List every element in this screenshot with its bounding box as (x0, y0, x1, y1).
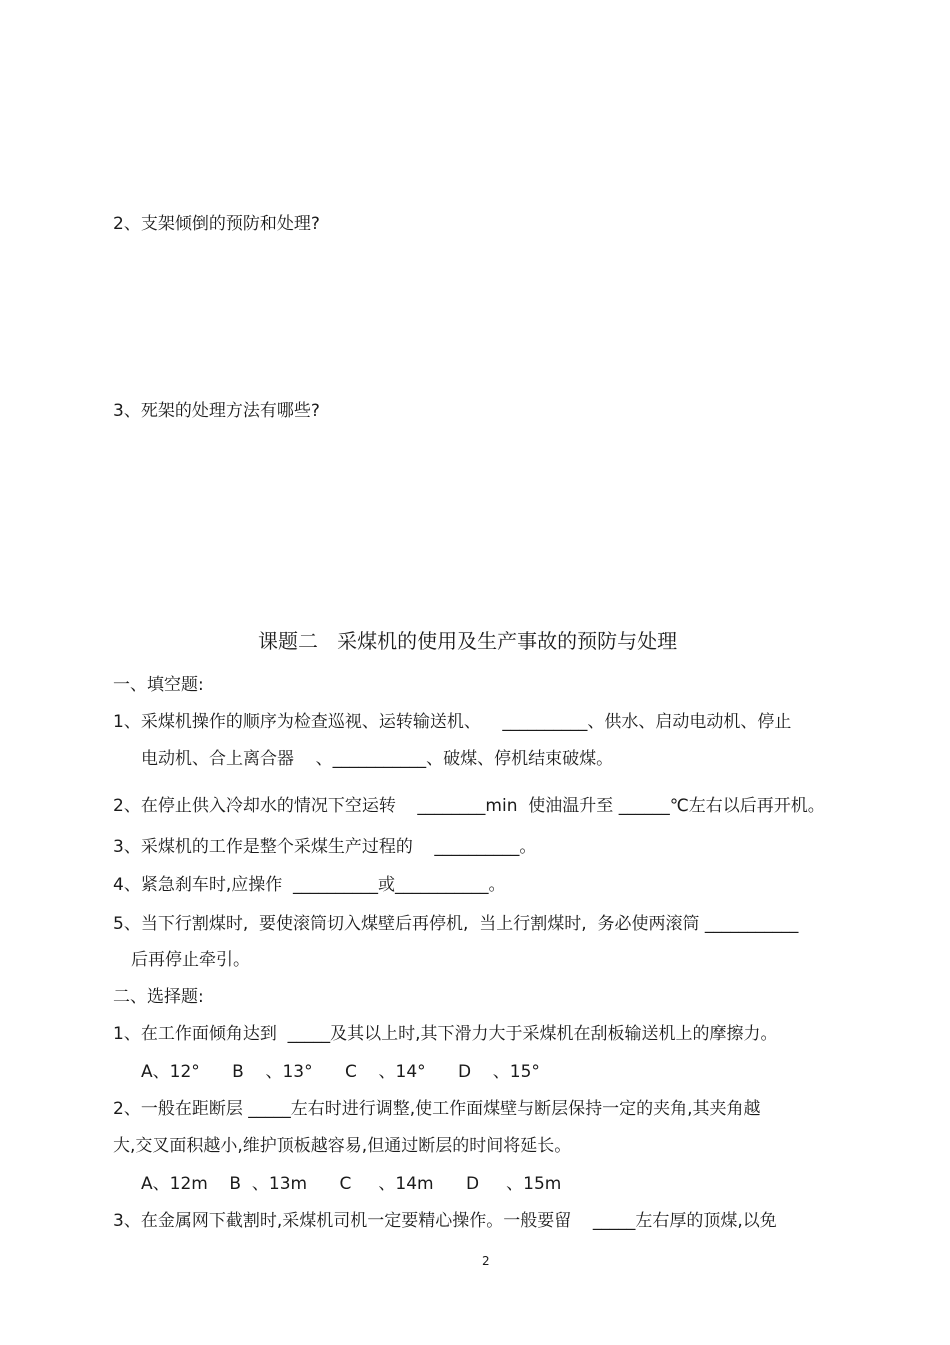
fill-item-5-cont: 后再停止牵引。 (131, 950, 250, 970)
fill-item-1: 1、采煤机操作的顺序为检查巡视、运转输送机、 __________、供水、启动电动机、停止 (113, 712, 792, 732)
part2-heading: 二、选择题: (113, 987, 204, 1007)
question-3: 3、死架的处理方法有哪些? (113, 401, 320, 421)
choice-item-2-options: A、12m B 、13m C 、14m D 、15m (141, 1174, 562, 1194)
choice-item-2-cont: 大,交叉面积越小,维护顶板越容易,但通过断层的时间将延长。 (113, 1136, 572, 1156)
page-number: 2 (482, 1254, 490, 1268)
fill-item-3: 3、采煤机的工作是整个采煤生产过程的 __________。 (113, 837, 537, 857)
part1-heading: 一、填空题: (113, 675, 204, 695)
choice-item-2: 2、一般在距断层 _____左右时进行调整,使工作面煤壁与断层保持一定的夹角,其夹角越 (113, 1099, 761, 1119)
fill-item-1-cont: 电动机、合上离合器 、___________、破煤、停机结束破煤。 (141, 749, 614, 769)
choice-item-1: 1、在工作面倾角达到 _____及其以上时,其下滑力大于采煤机在刮板输送机上的摩擦力。 (113, 1024, 778, 1044)
fill-item-2: 2、在停止供入冷却水的情况下空运转 ________min 使油温升至 ______℃左右以后再开机。 (113, 796, 825, 816)
choice-item-1-options: A、12° B 、13° C 、14° D 、15° (141, 1062, 540, 1082)
choice-item-3: 3、在金属网下截割时,采煤机司机一定要精心操作。一般要留 _____左右厚的顶煤,以免 (113, 1211, 777, 1231)
fill-item-5: 5、当下行割煤时, 要使滚筒切入煤壁后再停机, 当上行割煤时, 务必使两滚筒 ___________ (113, 914, 799, 934)
section-title: 课题二 采煤机的使用及生产事故的预防与处理 (258, 629, 678, 653)
fill-item-4: 4、紧急刹车时,应操作 __________或___________。 (113, 875, 506, 895)
question-2: 2、支架倾倒的预防和处理? (113, 214, 320, 234)
